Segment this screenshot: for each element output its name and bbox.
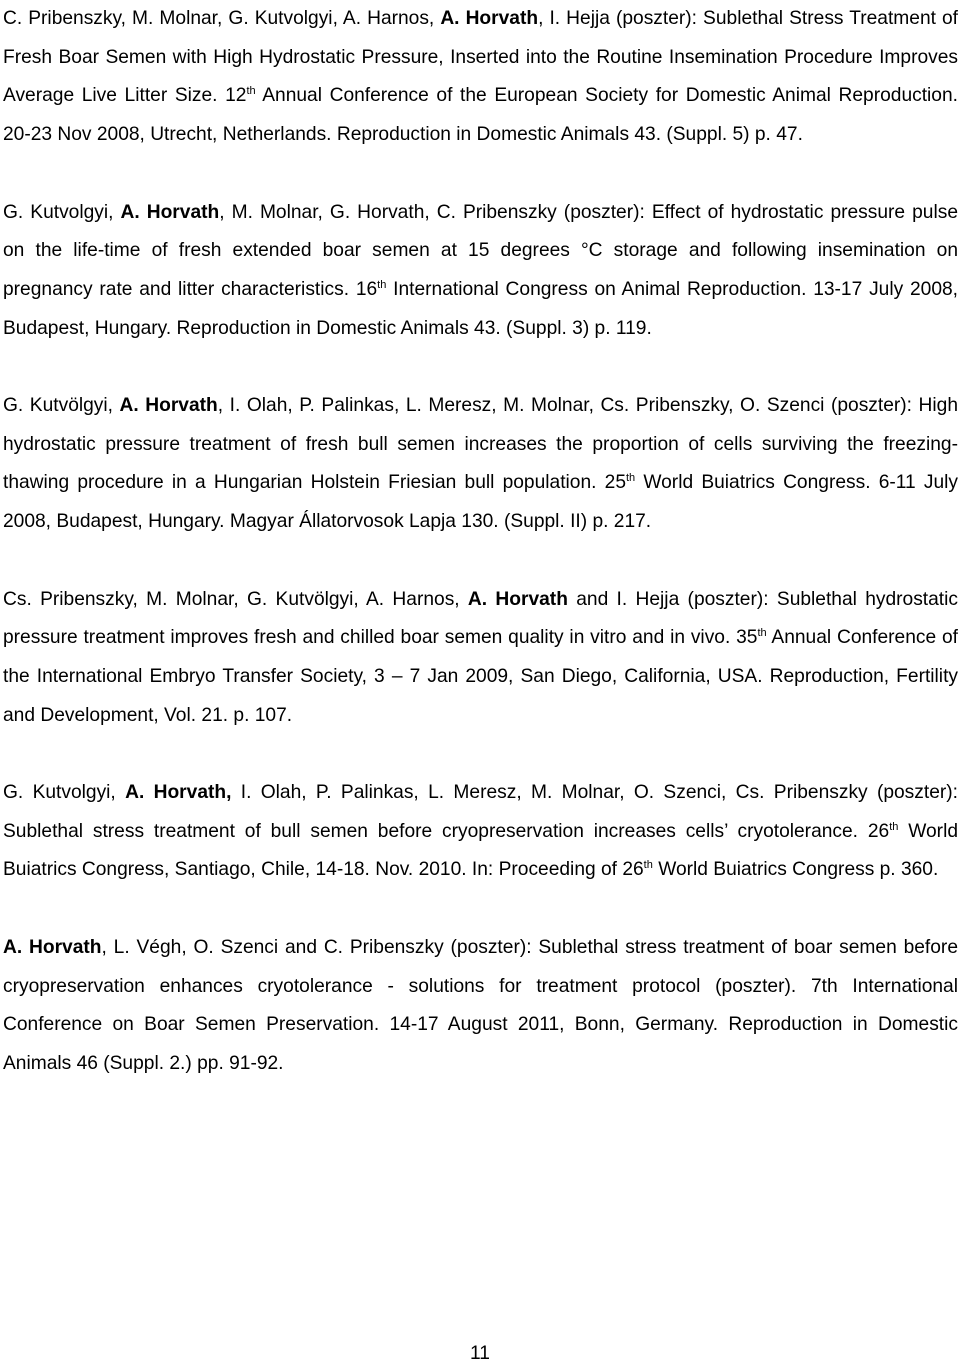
citation-text: World Buiatrics Congress, Santiago, Chile, 14-18. Nov. 2010. In: Proceeding of 26 (3, 820, 958, 881)
ordinal-suffix: th (889, 820, 899, 833)
ordinal-suffix: th (377, 278, 387, 291)
ordinal-suffix: th (246, 85, 256, 98)
citation-text: C. Pribenszky, M. Molnar, G. Kutvolgyi, A. Harnos, (3, 8, 441, 29)
citation-text: Annual Conference of the European Society for Domestic Animal Reproduction. 20-23 Nov 2008, Utrecht, Netherlands. Reproduction in Domestic Animals 43. (Suppl. 5) p. 47. (3, 85, 958, 146)
citation-text: , L. Végh, O. Szenci and C. Pribenszky (poszter): Sublethal stress treatment of boar semen before cryopreservation enhances cryotolerance - solutions for treatment protocol (poszter). 7th International Conference on Boar Semen Preservation. 14-17 August 2011, Bonn, Germany. Reproduction in Domestic Animals 46 (Suppl. 2.) pp. 91-92. (3, 936, 958, 1074)
citation-text: , I. Hejja (poszter): Sublethal Stress Treatment of Fresh Boar Semen with High Hydrostatic Pressure, Inserted into the Routine Insemination Procedure Improves Average Live Litter Size. 12 (3, 8, 958, 107)
highlighted-author: A. Horvath (467, 588, 568, 610)
citation-text: , I. Olah, P. Palinkas, L. Meresz, M. Molnar, Cs. Pribenszky, O. Szenci (poszter): High hydrostatic pressure treatment of fresh bull semen increases the proportion of cells surviving the freezing-thawing procedure in a Hungarian Holstein Friesian bull population. 25 (3, 395, 959, 494)
citation-entry (3, 0, 958, 155)
citation-entry (3, 774, 958, 890)
ordinal-suffix: th (643, 859, 653, 872)
citation-text: I. Olah, P. Palinkas, L. Meresz, M. Molnar, O. Szenci, Cs. Pribenszky (poszter): Sublethal stress treatment of bull semen before cryopreservation increases cells’ cryotolerance. 26 (3, 782, 958, 842)
citation-text: Cs. Pribenszky, M. Molnar, G. Kutvölgyi, A. Harnos, (3, 588, 468, 610)
ordinal-suffix: th (626, 472, 636, 485)
citation-text: and I. Hejja (poszter): Sublethal hydrostatic pressure treatment improves fresh and chilled boar semen quality in vitro and in vivo. 35 (3, 588, 958, 649)
citation-text: G. Kutvolgyi, (3, 201, 121, 223)
citation-entry (3, 387, 958, 542)
citation-text: G. Kutvölgyi, (3, 395, 120, 416)
citation-entry (3, 929, 958, 1084)
citation-text: International Congress on Animal Reproduction. 13-17 July 2008, Budapest, Hungary. Reproduction in Domestic Animals 43. (Suppl. 3) p. 119. (3, 278, 958, 339)
citation-text: , M. Molnar, G. Horvath, C. Pribenszky (poszter): Effect of hydrostatic pressure pulse on the life-time of fresh extended boar semen at 15 degrees °C storage and following insemination on pregnancy rate and litter characteristics. 16 (3, 201, 958, 300)
page-number: 11 (470, 1343, 490, 1364)
highlighted-author: A. Horvath (119, 395, 218, 416)
citation-text: G. Kutvolgyi, (3, 782, 126, 803)
citation-text: Annual Conference of the International Embryo Transfer Society, 3 – 7 Jan 2009, San Diego, California, USA. Reproduction, Fertility and Development, Vol. 21. p. 107. (3, 627, 958, 726)
citation-entry (3, 194, 958, 349)
citation-text: World Buiatrics Congress. 6-11 July 2008, Budapest, Hungary. Magyar Állatorvosok Lapja 130. (Suppl. II) p. 217. (3, 472, 958, 533)
highlighted-author: A. Horvath (120, 201, 220, 223)
highlighted-author: A. Horvath, (125, 782, 232, 803)
citation-entry (3, 581, 958, 736)
publication-list (3, 0, 958, 1084)
citation-text: World Buiatrics Congress p. 360. (652, 859, 939, 881)
highlighted-author: A. Horvath (3, 936, 102, 958)
ordinal-suffix: th (757, 627, 767, 640)
highlighted-author: A. Horvath (440, 8, 539, 29)
